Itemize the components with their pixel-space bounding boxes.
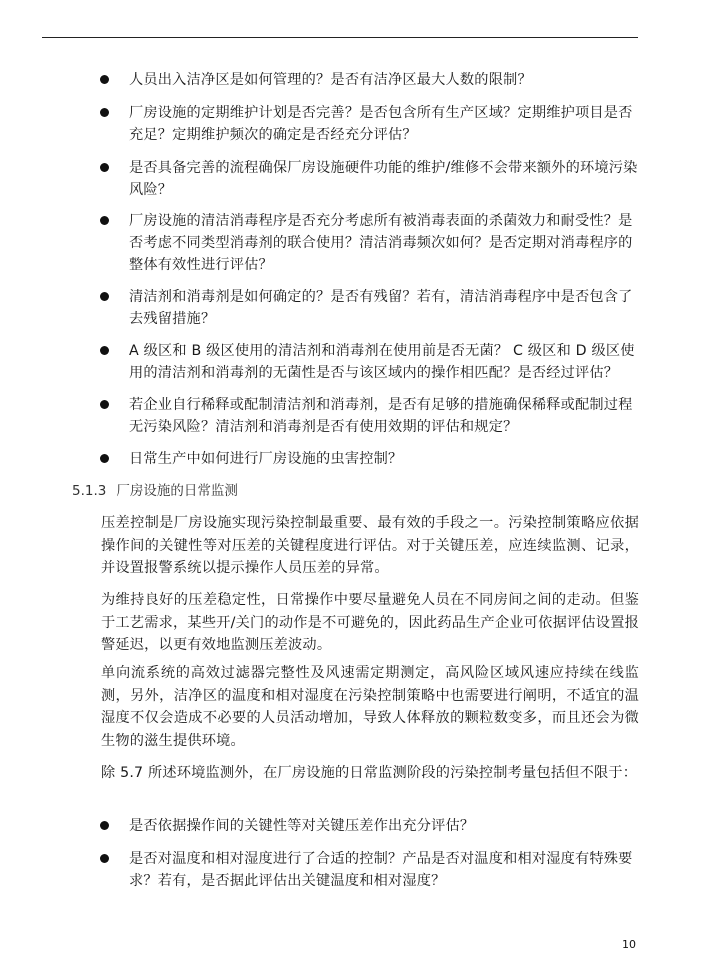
bullet-icon <box>100 400 109 409</box>
list-item-text: 厂房设施的清洁消毒程序是否充分考虑所有被消毒表面的杀菌效力和耐受性？是否考虑不同类型消毒剂的联合使用？清洁消毒频次如何？是否定期对消毒程序的整体有效性进行评估？ <box>129 213 633 273</box>
page-number: 10 <box>622 938 636 951</box>
bullet-icon <box>100 163 109 172</box>
bullet-icon <box>100 75 109 84</box>
list-item-text: 人员出入洁净区是如何管理的？是否有洁净区最大人数的限制？ <box>129 72 532 88</box>
list-item-text: 是否依据操作间的关键性等对关键压差作出充分评估？ <box>129 818 475 834</box>
list-item-text: 是否具备完善的流程确保厂房设施硬件功能的维护/维修不会带来额外的环境污染风险？ <box>129 160 638 198</box>
bullet-icon <box>100 346 109 355</box>
paragraph: 压差控制是厂房设施实现污染控制最重要、最有效的手段之一。污染控制策略应依据操作间的关键性等对压差的关键程度进行评估。对于关键压差，应连续监测、记录，并设置报警系统以提示操作人员压差的异常。 <box>101 515 639 576</box>
section-title: 厂房设施的日常监测 <box>116 483 238 499</box>
list-item-text: 清洁剂和消毒剂是如何确定的？是否有残留？若有，清洁消毒程序中是否包含了去残留措施？ <box>129 289 633 327</box>
list-item-text: 是否对温度和相对湿度进行了合适的控制？产品是否对温度和相对湿度有特殊要求？若有，是否据此评估出关键温度和相对湿度？ <box>129 851 633 889</box>
list-item-text: 日常生产中如何进行厂房设施的虫害控制？ <box>129 451 403 467</box>
paragraph: 除 5.7 所述环境监测外，在厂房设施的日常监测阶段的污染控制考量包括但不限于： <box>101 765 638 781</box>
paragraph: 单向流系统的高效过滤器完整性及风速需定期测定，高风险区域风速应持续在线监测，另外，洁净区的温度和相对湿度在污染控制策略中也需要进行阐明，不适宜的温湿度不仅会造成不必要的人员活动增加，导致人体释放的颗粒数变多，而且还会为微生物的滋生提供环境。 <box>101 665 639 749</box>
bullet-icon <box>100 292 109 301</box>
bullet-icon <box>100 216 109 225</box>
header-rule <box>42 37 638 38</box>
list-item-text: 若企业自行稀释或配制清洁剂和消毒剂，是否有足够的措施确保稀释或配制过程无污染风险？清洁剂和消毒剂是否有使用效期的评估和规定？ <box>129 397 633 435</box>
bullet-icon <box>100 854 109 863</box>
list-item-text: 厂房设施的定期维护计划是否完善？是否包含所有生产区域？定期维护项目是否充足？定期维护频次的确定是否经充分评估？ <box>129 105 633 143</box>
section-heading <box>72 481 238 501</box>
bullet-icon <box>100 108 109 117</box>
bullet-icon <box>100 454 109 463</box>
section-number: 5.1.3 <box>72 483 107 499</box>
bullet-icon <box>100 821 109 830</box>
paragraph: 为维持良好的压差稳定性，日常操作中要尽量避免人员在不同房间之间的走动。但鉴于工艺需求，某些开/关门的动作是不可避免的，因此药品生产企业可依据评估设置报警延迟，以更有效地监测压差波动。 <box>101 592 639 653</box>
list-item-text: A 级区和 B 级区使用的清洁剂和消毒剂在使用前是否无菌？ C 级区和 D 级区使用的清洁剂和消毒剂的无菌性是否与该区域内的操作相匹配？是否经过评估？ <box>129 343 635 381</box>
